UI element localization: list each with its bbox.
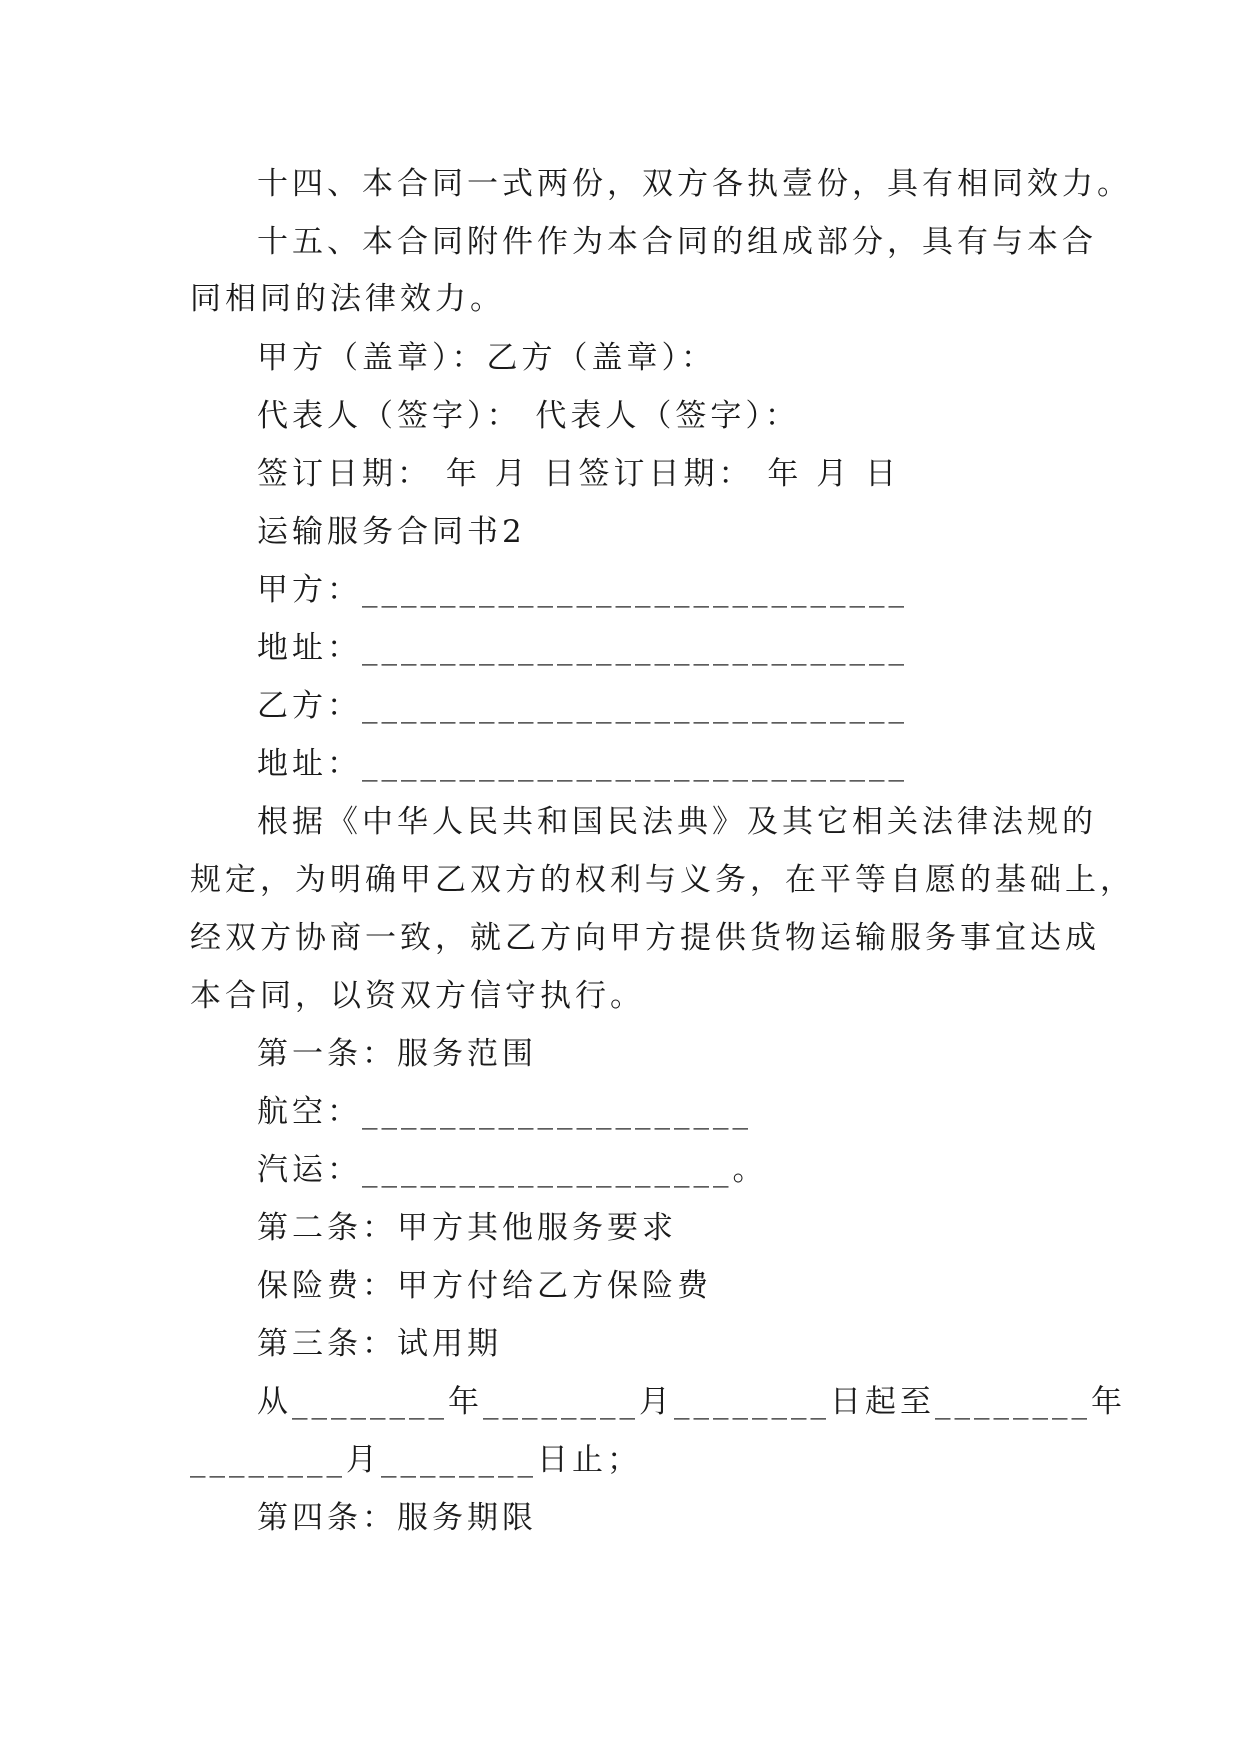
party-b-address-field: 地址：____________________________ [257, 746, 908, 782]
preamble-line-2: 规定，为明确甲乙双方的权利与义务，在平等自愿的基础上， [190, 862, 1135, 898]
trial-period-line-2: ________月________日止； [190, 1442, 642, 1478]
clause-14: 十四、本合同一式两份，双方各执壹份，具有相同效力。 [257, 166, 1132, 202]
contract-title: 运输服务合同书2 [257, 514, 526, 550]
preamble-line-3: 经双方协商一致，就乙方向甲方提供货物运输服务事宜达成 [190, 920, 1100, 956]
clause-15-line-1: 十五、本合同附件作为本合同的组成部分，具有与本合 [257, 224, 1097, 260]
article-4-heading: 第四条：服务期限 [257, 1500, 537, 1536]
party-a-address-field: 地址：____________________________ [257, 630, 908, 666]
party-b-field: 乙方：____________________________ [257, 688, 908, 724]
party-a-field: 甲方：____________________________ [257, 572, 908, 608]
preamble-line-4: 本合同，以资双方信守执行。 [190, 978, 645, 1014]
article-3-heading: 第三条：试用期 [257, 1326, 502, 1362]
insurance-line: 保险费：甲方付给乙方保险费 [257, 1268, 712, 1304]
preamble-line-1: 根据《中华人民共和国民法典》及其它相关法律法规的 [257, 804, 1097, 840]
signature-line: 代表人（签字）： 代表人（签字）： [257, 398, 800, 434]
seal-line: 甲方（盖章）：乙方（盖章）： [257, 340, 716, 376]
road-transport-field: 汽运：___________________。 [257, 1152, 768, 1188]
article-2-heading: 第二条：甲方其他服务要求 [257, 1210, 677, 1246]
article-1-heading: 第一条：服务范围 [257, 1036, 537, 1072]
trial-period-line-1: 从________年________月________日起至________年 [257, 1384, 1126, 1420]
signing-date-line: 签订日期： 年 月 日签订日期： 年 月 日 [257, 456, 901, 492]
air-transport-field: 航空：____________________ [257, 1094, 752, 1130]
clause-15-line-2: 同相同的法律效力。 [190, 281, 505, 317]
